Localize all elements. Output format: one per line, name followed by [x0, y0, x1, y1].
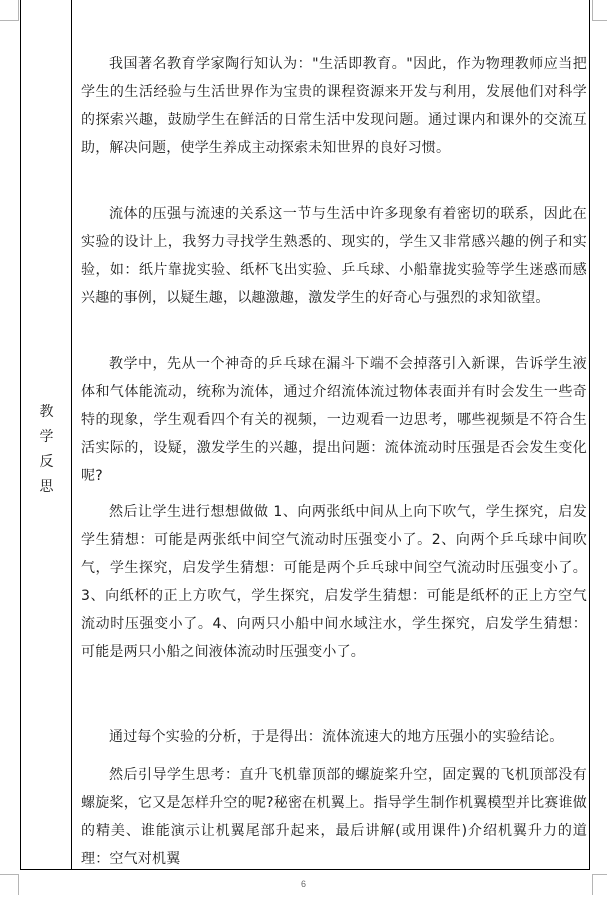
crop-mark-top-right [592, 0, 607, 21]
paragraph-3: 教学中，先从一个神奇的乒乓球在漏斗下端不会掉落引入新课，告诉学生液体和气体能流动，统称为流体，通过介绍流体流过物体表面并有时会发生一些奇特的现象，学生观看四个有关的视频，一边观看一边思考，哪些视频是不符合生活实际的，设疑，激发学生的兴趣，提出问题：流体流动时压强是否会发生变化呢? [81, 356, 587, 484]
reflection-content-cell [73, 0, 589, 869]
row-label-char: 学 [39, 429, 54, 445]
row-label-char: 教 [39, 404, 54, 420]
row-label-char: 反 [39, 454, 54, 470]
reflection-table [20, 0, 590, 870]
paragraph-6: 然后引导学生思考：直升飞机靠顶部的螺旋桨升空，固定翼的飞机顶部没有螺旋桨，它又是怎样升空的呢?秘密在机翼上。指导学生制作机翼模型并比赛谁做的精美、谁能演示让机翼尾部升起来，最后讲解(或用课件)介绍机翼升力的道理：空气对机翼 [81, 767, 587, 867]
paragraph-1: 我国著名教育学家陶行知认为："生活即教育。"因此，作为物理教师应当把学生的生活经验与生活世界作为宝贵的课程资源来开发与利用，发展他们对科学的探索兴趣，鼓励学生在鲜活的日常生活中发现问题。通过课内和课外的交流互助，解决问题，使学生养成主动探索未知世界的良好习惯。 [81, 56, 587, 156]
crop-mark-top-left [0, 0, 19, 21]
page-number: 6 [300, 879, 306, 889]
paragraph-5: 通过每个实验的分析，于是得出：流体流速大的地方压强小的实验结论。 [109, 729, 564, 745]
row-label-cell [21, 0, 72, 869]
paragraph-4: 然后让学生进行想想做做 1、向两张纸中间从上向下吹气，学生探究，启发学生猜想：可能是两张纸中间空气流动时压强变小了。2、向两个乒乓球中间吹气，学生探究，启发学生猜想：可能是两个乒乓球中间空气流动时压强变小了。3、向纸杯的正上方吹气，学生探究，启发学生猜想：可能是纸杯的正上方空气流动时压强变小了。4、向两只小船中间水域注水，学生探究，启发学生猜想：可能是两只小船之间液体流动时压强变小了。 [81, 504, 587, 660]
paragraph-2: 流体的压强与流速的关系这一节与生活中许多现象有着密切的联系，因此在实验的设计上，我努力寻找学生熟悉的、现实的，学生又非常感兴趣的例子和实验，如：纸片靠拢实验、纸杯飞出实验、乒乓球、小船靠拢实验等学生迷惑而感兴趣的事例，以疑生趣，以趣激趣，激发学生的好奇心与强烈的求知欲望。 [81, 206, 587, 306]
row-label-char: 思 [39, 479, 54, 495]
